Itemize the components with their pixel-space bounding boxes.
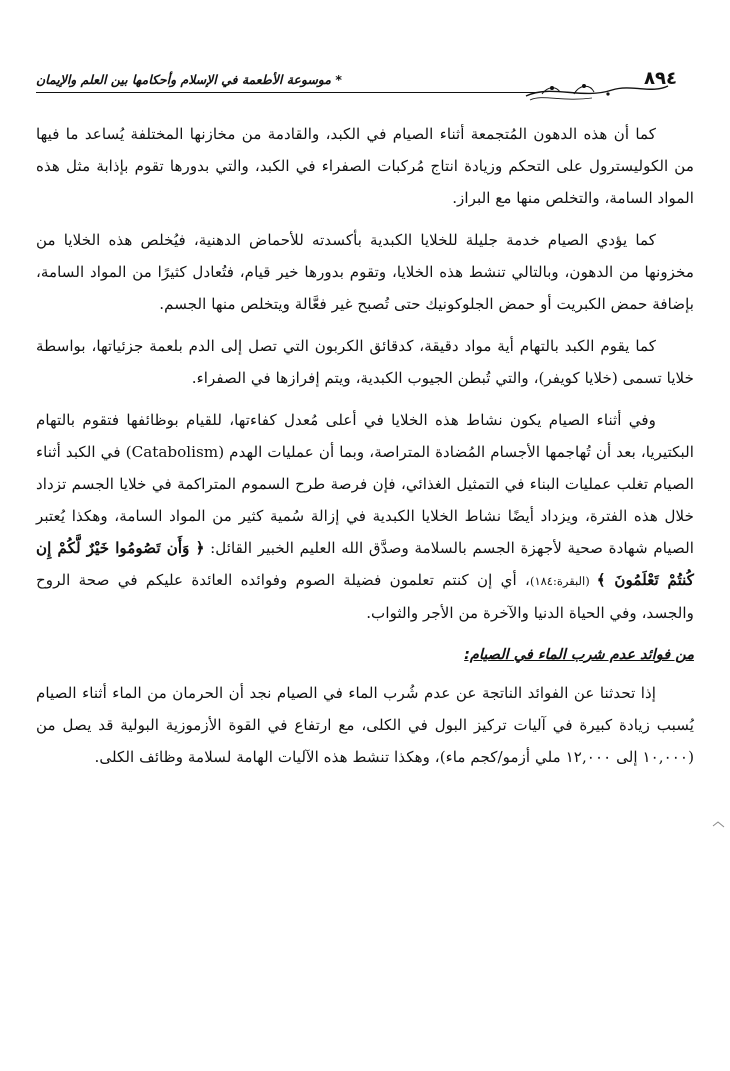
margin-mark-icon (712, 820, 726, 830)
quran-verse: ﴿ وَأَن تَصُومُوا خَيْرٌ لَّكُمْ إِن كُنتُمْ تَعْلَمُونَ ﴾ (36, 539, 694, 589)
verse-reference: (البقرة:١٨٤) (529, 574, 597, 588)
page-number: ٨٩٤ (644, 68, 677, 89)
paragraph-4-part-2: ، أي إن كنتم تعلمون فضيلة الصوم وفوائده العائدة عليكم في صحة الروح والجسد، وفي الحياة الدنيا والآخرة من الأجر والثواب. (36, 571, 694, 622)
paragraph-4-part-1: وفي أثناء الصيام يكون نشاط هذه الخلايا في أعلى مُعدل كفاءتها، للقيام بوظائفها فتقوم بالتهام البكتيريا، بعد أن تُهاجمها الأجسام المُضادة المتراصة، وبما أن عمليات الهدم (Catabolism) في الكبد أثناء الصيام تغلب عمليات البناء في التمثيل الغذائي، فإن فرصة طرح السموم المتراكمة في خلايا الجسم تزداد خلال هذه الفترة، ويزداد أيضًا نشاط الخلايا الكبدية في إزالة سُمية كثير من المواد السامة، وهكذا يُعتبر الصيام شهادة صحية لأجهزة الجسم بالسلامة وصدَّق الله العليم الخبير القائل: (36, 411, 694, 557)
body-text (36, 118, 694, 783)
paragraph-5: إذا تحدثنا عن الفوائد الناتجة عن عدم شُرب الماء في الصيام نجد أن الحرمان من الماء أثناء الصيام يُسبب زيادة كبيرة في آليات تركيز البول في الكلى، مع ارتفاع في القوة الأزموزية البولية قد يصل من (١٠,٠٠٠ إلى ١٢,٠٠٠ ملي أزمو/كجم ماء)، وهكذا تنشط هذه الآليات الهامة لسلامة وظائف الكلى. (36, 684, 694, 766)
paragraph-1: كما أن هذه الدهون المُتجمعة أثناء الصيام في الكبد، والقادمة من مخازنها المختلفة يُساعد ما فيها من الكوليسترول على التحكم وزيادة انتاج مُركبات الصفراء في الكبد، والتي بدورها تقوم بإذابة مثل هذه المواد السامة، والتخلص منها مع البراز. (36, 125, 694, 207)
book-title: * موسوعة الأطعمة في الإسلام وأحكامها بين العلم والإيمان (36, 72, 342, 87)
running-header (36, 64, 696, 104)
paragraph-3: كما يقوم الكبد بالتهام أية مواد دقيقة، كدقائق الكربون التي تصل إلى الدم بلعمة جزئياتها، بواسطة خلايا تسمى (خلايا كويفر)، والتي تُبطن الجيوب الكبدية، ويتم إفرازها في الصفراء. (36, 337, 694, 387)
header-divider (36, 92, 536, 93)
paragraph-4 (36, 404, 694, 629)
section-subheading: من فوائد عدم شرب الماء في الصيام: (464, 647, 694, 663)
paragraph-2: كما يؤدي الصيام خدمة جليلة للخلايا الكبدية بأكسدته للأحماض الدهنية، فيُخلص هذه الخلايا من مخزونها من الدهون، وبالتالي تنشط هذه الخلايا، وتقوم بدورها خير قيام، فتُعادل كثيرًا من المواد السامة، بإضافة حمض الكبريت أو حمض الجلوكونيك حتى تُصبح غير فعَّالة ويتخلص منها الجسم. (36, 231, 694, 313)
